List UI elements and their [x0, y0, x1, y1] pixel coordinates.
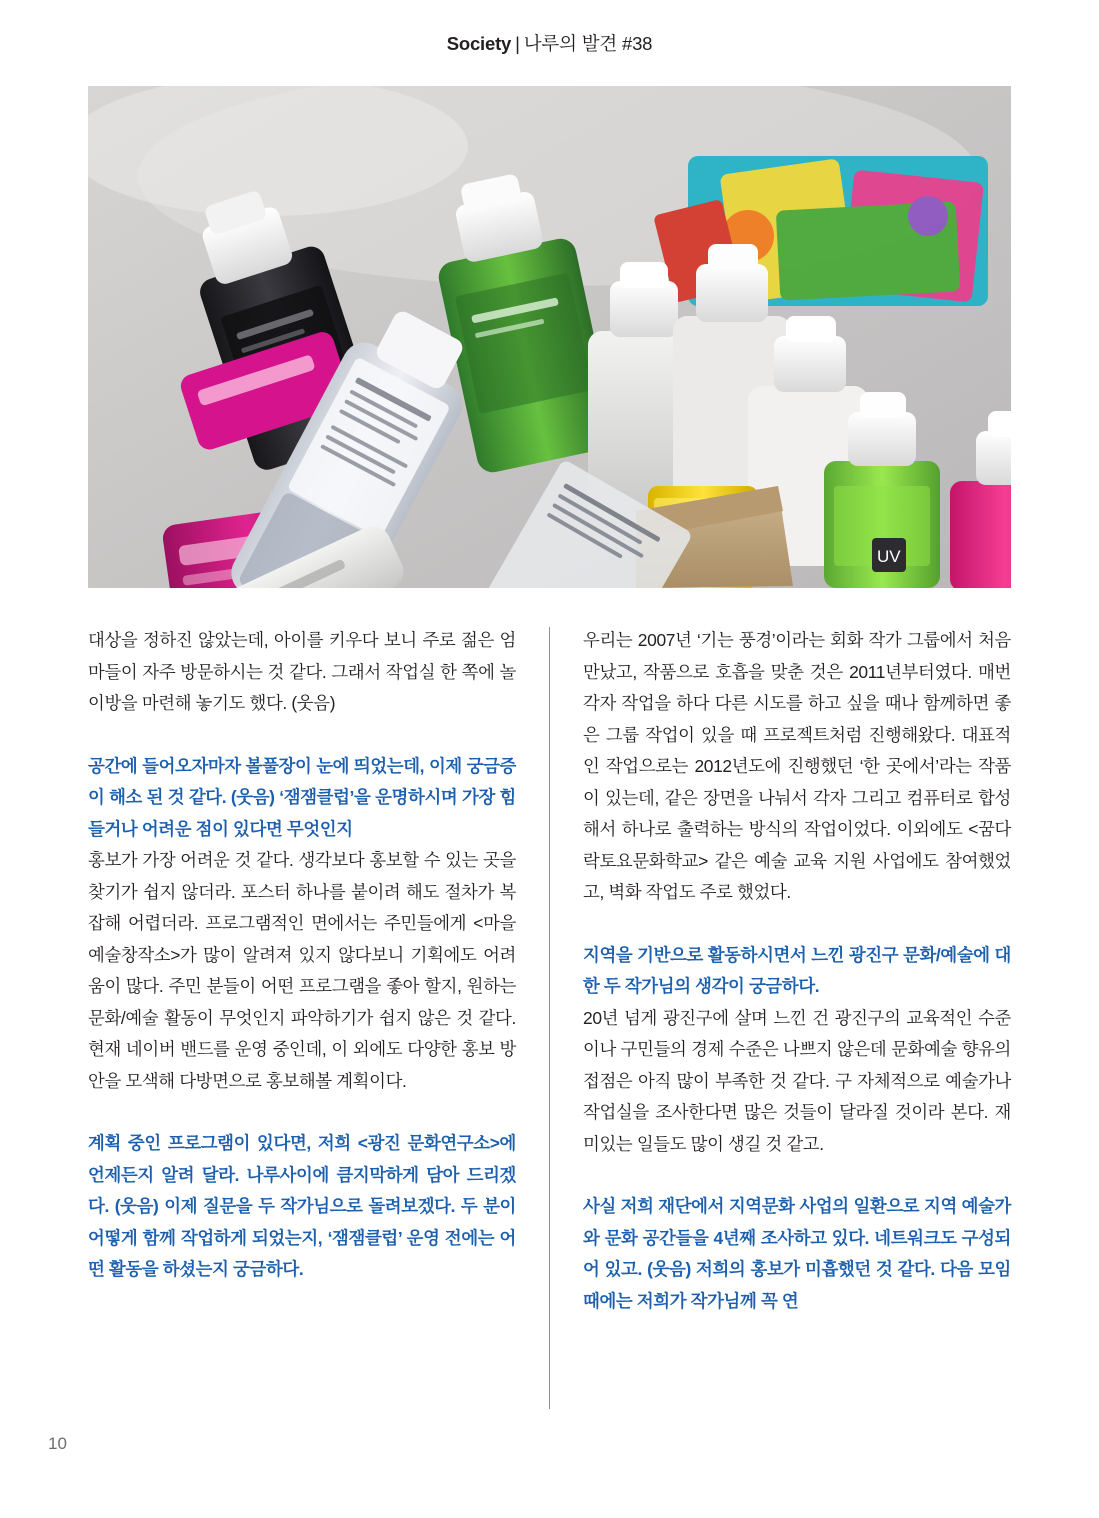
article-body — [88, 625, 1011, 1425]
paint-bottles-photo — [88, 86, 1011, 588]
left-question-1: 공간에 들어오자마자 볼풀장이 눈에 띄었는데, 이제 궁금증이 해소 된 것 같다. (웃음) ‘잼잼클럽’을 운명하시며 가장 힘들거나 어려운 점이 있다면 무엇인지 — [88, 755, 516, 839]
header-series-label: 나루의 발견 #38 — [523, 33, 653, 54]
header-section-label: Society — [446, 33, 512, 54]
left-paragraph-2: 홍보가 가장 어려운 것 같다. 생각보다 홍보할 수 있는 곳을 찾기가 쉽지 않더라. 포스터 하나를 붙이려 해도 절차가 복잡해 어렵더라. 프로그램적인 면에서는 주민들에게 <마을예술창작소>가 많이 알려져 있지 않다보니 기획에도 어려움이 많다. 주민 분들이 어떤 프로그램을 좋아 할지, 원하는 문화/예술 활동이 무엇인지 파악하기가 쉽지 않은 것 같다. 현재 네이버 밴드를 운영 중인데, 이 외에도 다양한 홍보 방안을 모색해 다방면으로 홍보해볼 계획이다. — [88, 850, 516, 1091]
left-question-2: 계획 중인 프로그램이 있다면, 저희 <광진 문화연구소>에 언제든지 알려 달라. 나루사이에 큼지막하게 담아 드리겠다. (웃음) 이제 질문을 두 작가님으로 돌려보겠다. 두 분이 어떻게 함께 작업하게 되었는지, ‘잼잼클럽’ 운영 전에는 어떤 활동을 하셨는지 궁금하다. — [88, 1133, 516, 1279]
page-header — [0, 30, 1099, 56]
right-question-2: 사실 저희 재단에서 지역문화 사업의 일환으로 지역 예술가와 문화 공간들을 4년째 조사하고 있다. 네트워크도 구성되어 있고. (웃음) 저희의 홍보가 미흡했던 것 같다. 다음 모임 때에는 저희가 작가님께 꼭 연 — [583, 1196, 1011, 1311]
left-paragraph-1: 대상을 정하진 않았는데, 아이를 키우다 보니 주로 젊은 엄마들이 자주 방문하시는 것 같다. 그래서 작업실 한 쪽에 놀이방을 마련해 놓기도 했다. (웃음) — [88, 630, 516, 713]
right-column — [583, 625, 1011, 1317]
left-column — [88, 625, 516, 1286]
svg-text:UV: UV — [877, 547, 901, 566]
right-paragraph-1: 우리는 2007년 ‘기는 풍경’이라는 회화 작가 그룹에서 처음 만났고, 작품으로 호흡을 맞춘 것은 2011년부터였다. 매번 각자 작업을 하다 다른 시도를 하고 싶을 때나 함께하면 좋은 그룹 작업이 있을 때 프로젝트처럼 진행해왔다. 대표적인 작업으로는 2012년도에 진행했던 ‘한 곳에서’라는 작품이 있는데, 같은 장면을 나눠서 각자 그리고 컴퓨터로 합성해서 하나로 출력하는 방식의 작업이었다. 이외에도 <꿈다락토요문화학교> 같은 예술 교육 지원 사업에도 참여했었고, 벽화 작업도 주로 했었다. — [583, 630, 1011, 902]
right-question-1: 지역을 기반으로 활동하시면서 느낀 광진구 문화/예술에 대한 두 작가님의 생각이 궁금하다. — [583, 944, 1011, 996]
column-divider — [549, 627, 550, 1409]
header-separator: | — [515, 33, 520, 54]
right-paragraph-2: 20년 넘게 광진구에 살며 느낀 건 광진구의 교육적인 수준이나 구민들의 경제 수준은 나쁘지 않은데 문화예술 향유의 접점은 아직 많이 부족한 것 같다. 구 자체적으로 예술가나 작업실을 조사한다면 많은 것들이 달라질 것이라 본다. 재미있는 일들도 많이 생길 것 같고. — [583, 1007, 1011, 1154]
photo-illustration — [88, 86, 1011, 588]
page-number: 10 — [48, 1434, 67, 1453]
